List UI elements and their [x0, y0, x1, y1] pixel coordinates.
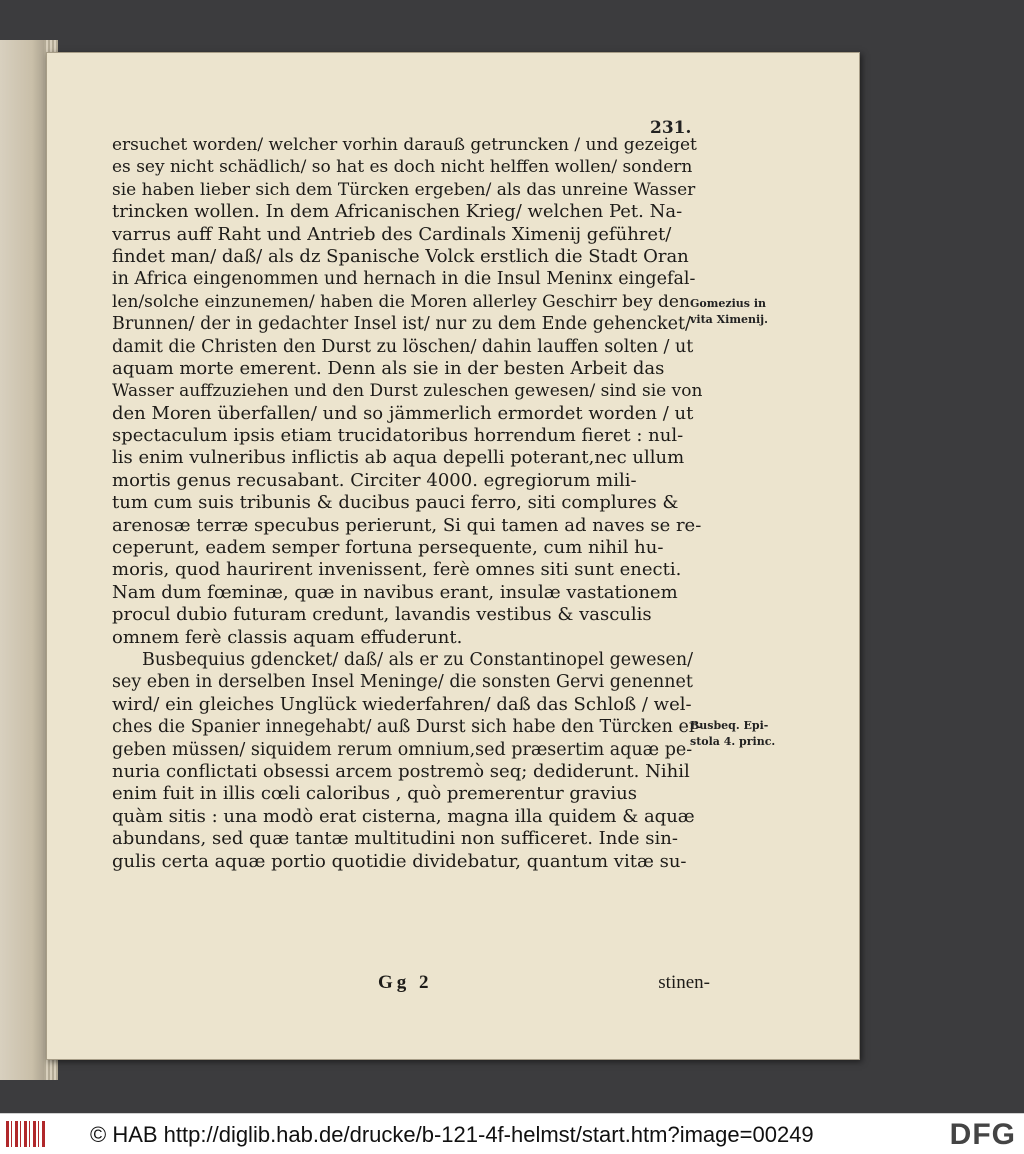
- margin-note-line: vita Ximenij.: [690, 313, 768, 326]
- margin-note-line: Busbeq. Epi-: [690, 719, 769, 732]
- text-line: gulis certa aquæ portio quotidie dividebatur, quantum vitæ su-: [112, 850, 687, 872]
- text-line: aquam morte emerent. Denn als sie in der besten Arbeit das: [112, 357, 665, 379]
- text-line: ersuchet worden/ welcher vorhin darauß getruncken / und gezeiget: [112, 135, 697, 155]
- text-line: mortis genus recusabant. Circiter 4000. egregiorum mili-: [112, 469, 637, 491]
- text-line: in Africa eingenommen und hernach in die Insul Meninx eingefal-: [112, 269, 696, 290]
- text-line: es sey nicht schädlich/ so hat es doch nicht helffen wollen/ sondern: [112, 157, 693, 178]
- footer-copyright-url[interactable]: © HAB http://diglib.hab.de/drucke/b-121-4f-helmst/start.htm?image=00249: [90, 1122, 814, 1147]
- text-line: sey eben in derselben Insel Meninge/ die sonsten Gervi genennet: [112, 672, 693, 693]
- margin-note-line: Gomezius in: [690, 297, 766, 310]
- dfg-logo: DFG: [949, 1118, 1016, 1151]
- margin-note-line: stola 4. princ.: [690, 735, 776, 748]
- text-line: procul dubio futuram credunt, lavandis vestibus & vasculis: [112, 604, 652, 626]
- text-line: nuria conflictati obsessi arcem postremò seq; dediderunt. Nihil: [112, 760, 690, 782]
- text-line: tum cum suis tribunis & ducibus pauci ferro, siti complures &: [112, 492, 679, 514]
- text-line: trincken wollen. In dem Africanischen Krieg/ welchen Pet. Na-: [112, 201, 683, 223]
- text-line: Busbequius gdencket/ daß/ als er zu Constantinopel gewesen/: [142, 649, 694, 670]
- text-line: enim fuit in illis cœli caloribus , quò premerentur gravius: [112, 783, 638, 805]
- text-line: Brunnen/ der in gedachter Insel ist/ nur zu dem Ende gehencket/: [112, 314, 691, 335]
- text-line: lis enim vulneribus inflictis ab aqua depelli poterant,nec ullum: [112, 447, 685, 469]
- text-line: damit die Christen den Durst zu löschen/ dahin lauffen solten / ut: [112, 336, 694, 357]
- text-line: findet man/ daß/ als dz Spanische Volck erstlich die Stadt Oran: [112, 245, 689, 267]
- text-line: Wasser auffzuziehen und den Durst zuleschen gewesen/ sind sie von: [112, 381, 703, 402]
- text-line: varrus auff Raht und Antrieb des Cardinals Ximenij geführet/: [112, 223, 672, 245]
- text-line: ches die Spanier innegehabt/ auß Durst sich habe den Türcken er-: [112, 717, 704, 738]
- margin-note-busbeq: [690, 718, 775, 750]
- body-text: [112, 134, 704, 873]
- text-line: Nam dum fœminæ, quæ in navibus erant, insulæ vastationem: [112, 581, 678, 603]
- text-line: den Moren überfallen/ und so jämmerlich ermordet worden / ut: [112, 402, 694, 424]
- text-line: wird/ ein gleiches Unglück wiederfahren/ daß das Schloß / wel-: [112, 693, 692, 715]
- text-line: omnem ferè classis aquam effuderunt.: [112, 626, 463, 648]
- text-line: len/solche einzunemen/ haben die Moren allerley Geschirr bey den: [112, 291, 690, 312]
- text-line: moris, quod haurirent invenissent, ferè omnes siti sunt enecti.: [112, 559, 682, 581]
- text-line: geben müssen/ siquidem rerum omnium,sed præsertim aquæ pe-: [112, 739, 693, 760]
- text-line: quàm sitis : una modò erat cisterna, magna illa quidem & aquæ: [112, 805, 695, 827]
- hab-logo: [6, 1121, 46, 1147]
- text-line: ceperunt, eadem semper fortuna persequente, cum nihil hu-: [112, 537, 664, 559]
- text-line: spectaculum ipsis etiam trucidatoribus horrendum fieret : nul-: [112, 425, 684, 447]
- catchword: stinen-: [658, 972, 710, 993]
- text-line: arenosæ terræ specubus perierunt, Si qui tamen ad naves se re-: [112, 514, 702, 536]
- signature-mark: Gg 2: [378, 972, 433, 993]
- viewer-footer: [0, 1113, 1024, 1154]
- text-line: abundans, sed quæ tantæ multitudini non sufficeret. Inde sin-: [112, 828, 678, 850]
- text-line: sie haben lieber sich dem Türcken ergeben/ als das unreine Wasser: [112, 179, 696, 200]
- page-number: 231.: [650, 118, 692, 138]
- margin-note-gomezius: [690, 296, 768, 328]
- page-bottom-row: [112, 972, 710, 998]
- book-page: [46, 52, 860, 1060]
